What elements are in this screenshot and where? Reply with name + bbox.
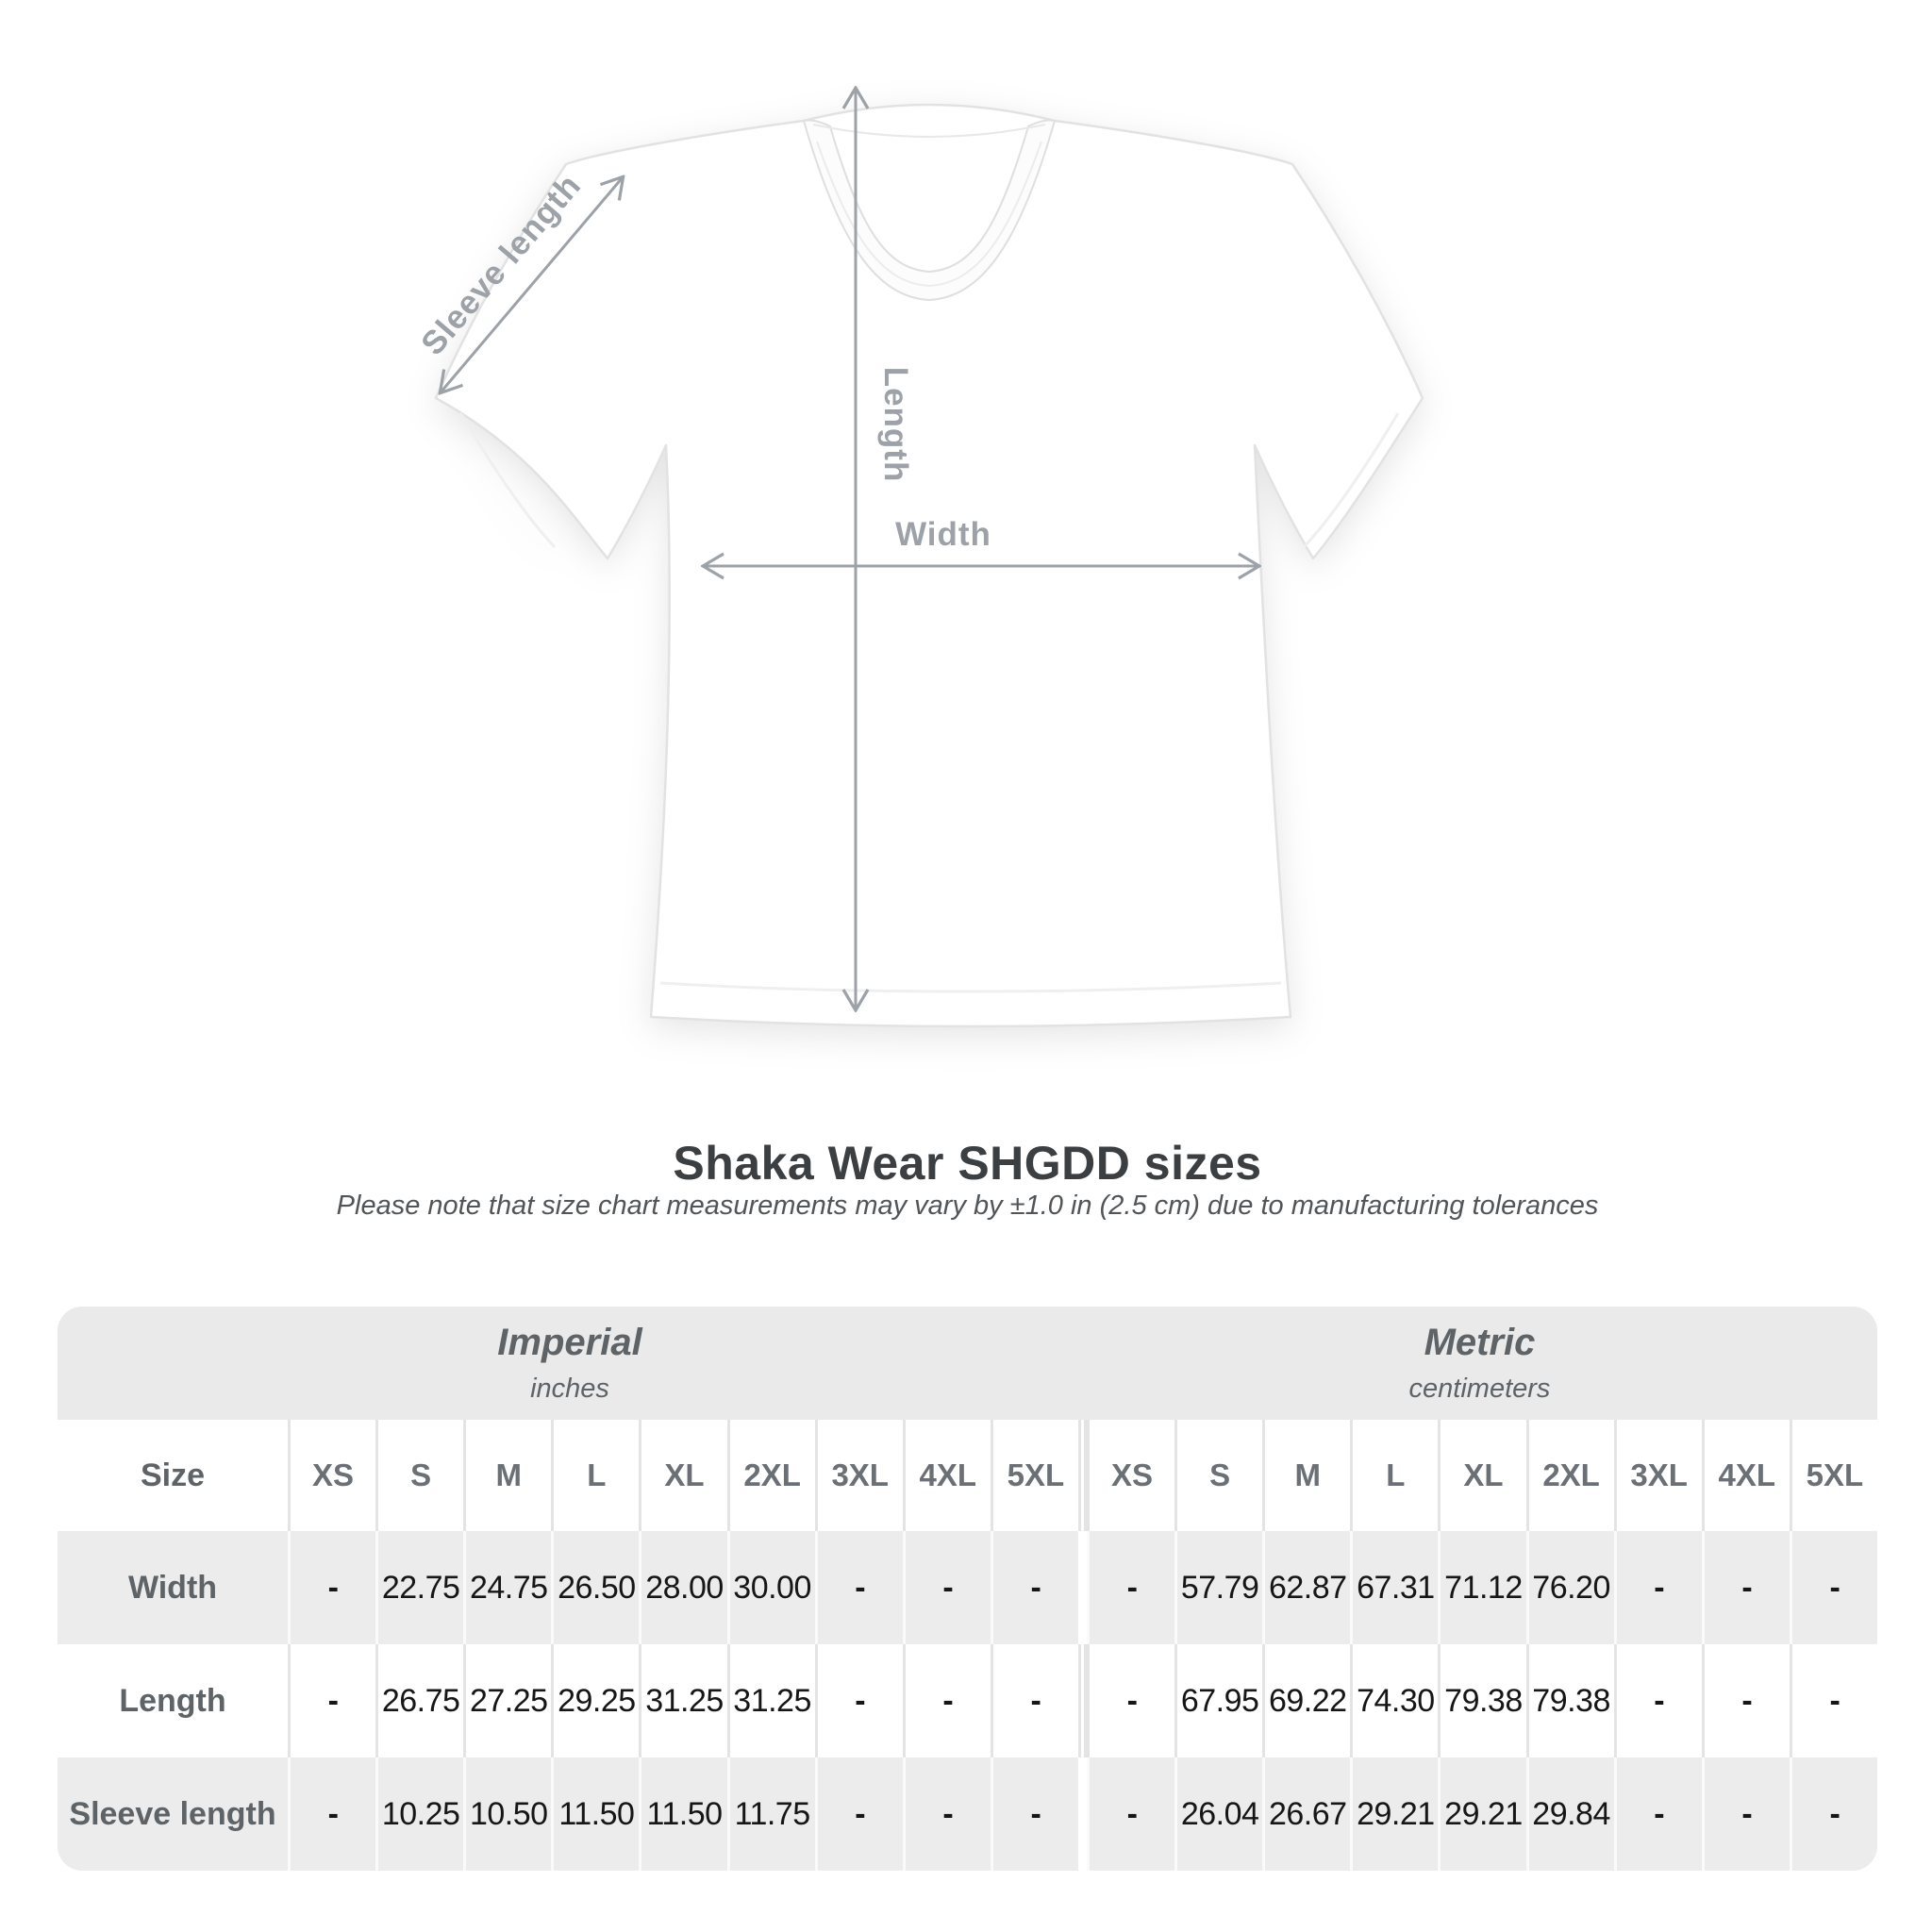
measurement-value-imperial: 30.00 [727, 1531, 815, 1644]
measurement-value-metric: - [1087, 1531, 1174, 1644]
measurement-value-metric: 69.22 [1262, 1644, 1350, 1757]
unit-gap [1078, 1420, 1087, 1531]
size-col-header-imperial-XS: XS [288, 1420, 375, 1531]
tolerance-note: Please note that size chart measurements may vary by ±1.0 in (2.5 cm) due to manufacturing tolerances [336, 1191, 1599, 1221]
row-label: Width [127, 1569, 218, 1606]
measurement-value-imperial: - [991, 1757, 1078, 1871]
measurement-value-metric: - [1614, 1757, 1702, 1871]
table-row [58, 1757, 1877, 1871]
unit-group-label: Imperial [497, 1322, 642, 1363]
measurement-value-imperial: - [991, 1644, 1078, 1757]
measurement-value-metric: - [1087, 1644, 1174, 1757]
size-table [58, 1307, 1877, 1871]
measurement-value-imperial: 31.25 [639, 1644, 726, 1757]
width-label: Width [895, 516, 991, 553]
size-col-header-imperial-3XL: 3XL [815, 1420, 903, 1531]
size-header-label: Size [140, 1457, 206, 1493]
unit-gap [1078, 1531, 1087, 1644]
measurement-value-imperial: - [815, 1531, 903, 1644]
measurement-value-metric: 67.95 [1174, 1644, 1262, 1757]
measurement-value-metric: - [1702, 1757, 1790, 1871]
measurement-value-imperial: 22.75 [375, 1531, 463, 1644]
size-col-header-imperial-XL: XL [639, 1420, 726, 1531]
size-col-header-metric-5XL: 5XL [1790, 1420, 1877, 1531]
measurement-value-metric: - [1790, 1644, 1877, 1757]
measurement-value-imperial: - [288, 1531, 375, 1644]
measurement-value-imperial: 11.50 [639, 1757, 726, 1871]
size-col-header-metric-S: S [1174, 1420, 1262, 1531]
measurement-value-metric: 29.21 [1350, 1757, 1438, 1871]
measurement-value-metric: 26.67 [1262, 1757, 1350, 1871]
sleeve-length-label: Sleeve length [413, 167, 589, 362]
unit-group-metric [1082, 1307, 1877, 1420]
table-row [58, 1644, 1877, 1757]
size-col-header-imperial-M: M [463, 1420, 551, 1531]
size-col-header-metric-M: M [1262, 1420, 1350, 1531]
size-grid [58, 1420, 1877, 1871]
measurement-value-imperial: 29.25 [551, 1644, 639, 1757]
unit-group-sublabel: inches [530, 1374, 609, 1404]
measurement-value-imperial: 10.25 [375, 1757, 463, 1871]
measurement-value-imperial: 26.50 [551, 1531, 639, 1644]
measurement-value-imperial: - [903, 1644, 991, 1757]
table-row [58, 1531, 1877, 1644]
size-col-header-metric-2XL: 2XL [1526, 1420, 1614, 1531]
size-header-row [58, 1420, 1877, 1531]
size-col-header-imperial-L: L [551, 1420, 639, 1531]
measurement-value-metric: 76.20 [1526, 1531, 1614, 1644]
measurement-value-metric: - [1087, 1757, 1174, 1871]
measurement-value-metric: 71.12 [1438, 1531, 1525, 1644]
measurement-value-metric: - [1790, 1531, 1877, 1644]
unit-gap [1078, 1757, 1087, 1871]
measurement-value-metric: 79.38 [1438, 1644, 1525, 1757]
measurement-value-metric: - [1702, 1644, 1790, 1757]
length-label: Length [877, 366, 914, 483]
measurement-value-imperial: - [288, 1757, 375, 1871]
row-label: Sleeve length [69, 1795, 276, 1832]
measurement-value-metric: 29.84 [1526, 1757, 1614, 1871]
measurement-value-metric: 74.30 [1350, 1644, 1438, 1757]
measurement-value-metric: 62.87 [1262, 1531, 1350, 1644]
measurement-value-metric: 67.31 [1350, 1531, 1438, 1644]
unit-group-label: Metric [1424, 1322, 1536, 1363]
measurement-value-imperial: 28.00 [639, 1531, 726, 1644]
measurement-value-imperial: - [991, 1531, 1078, 1644]
measurement-value-imperial: 26.75 [375, 1644, 463, 1757]
unit-group-imperial [58, 1307, 1082, 1420]
size-col-header-imperial-2XL: 2XL [727, 1420, 815, 1531]
measurement-value-metric: 79.38 [1526, 1644, 1614, 1757]
size-col-header-metric-3XL: 3XL [1614, 1420, 1702, 1531]
measurement-value-metric: - [1614, 1644, 1702, 1757]
measurement-value-metric: - [1614, 1531, 1702, 1644]
size-col-header-imperial-S: S [375, 1420, 463, 1531]
size-col-header-metric-L: L [1350, 1420, 1438, 1531]
unit-band [58, 1307, 1877, 1420]
measurement-value-imperial: - [815, 1644, 903, 1757]
measurement-value-imperial: - [815, 1757, 903, 1871]
measurement-value-metric: 26.04 [1174, 1757, 1262, 1871]
page-title: Shaka Wear SHGDD sizes [673, 1137, 1262, 1190]
measurement-value-imperial: 24.75 [463, 1531, 551, 1644]
size-col-header-metric-4XL: 4XL [1702, 1420, 1790, 1531]
size-col-header-imperial-5XL: 5XL [991, 1420, 1078, 1531]
measurement-value-metric: 29.21 [1438, 1757, 1525, 1871]
measurement-value-metric: 57.79 [1174, 1531, 1262, 1644]
measurement-value-imperial: 31.25 [727, 1644, 815, 1757]
measurement-value-imperial: 27.25 [463, 1644, 551, 1757]
measurement-value-imperial: 11.75 [727, 1757, 815, 1871]
measurement-value-imperial: 11.50 [551, 1757, 639, 1871]
unit-group-sublabel: centimeters [1408, 1374, 1551, 1404]
measurement-value-metric: - [1790, 1757, 1877, 1871]
size-col-header-metric-XS: XS [1087, 1420, 1174, 1531]
unit-gap [1078, 1644, 1087, 1757]
measurement-value-imperial: - [903, 1757, 991, 1871]
size-col-header-metric-XL: XL [1438, 1420, 1525, 1531]
measurement-value-metric: - [1702, 1531, 1790, 1644]
measurement-value-imperial: 10.50 [463, 1757, 551, 1871]
size-col-header-imperial-4XL: 4XL [903, 1420, 991, 1531]
measurement-value-imperial: - [288, 1644, 375, 1757]
measurement-value-imperial: - [903, 1531, 991, 1644]
row-label: Length [119, 1682, 226, 1719]
